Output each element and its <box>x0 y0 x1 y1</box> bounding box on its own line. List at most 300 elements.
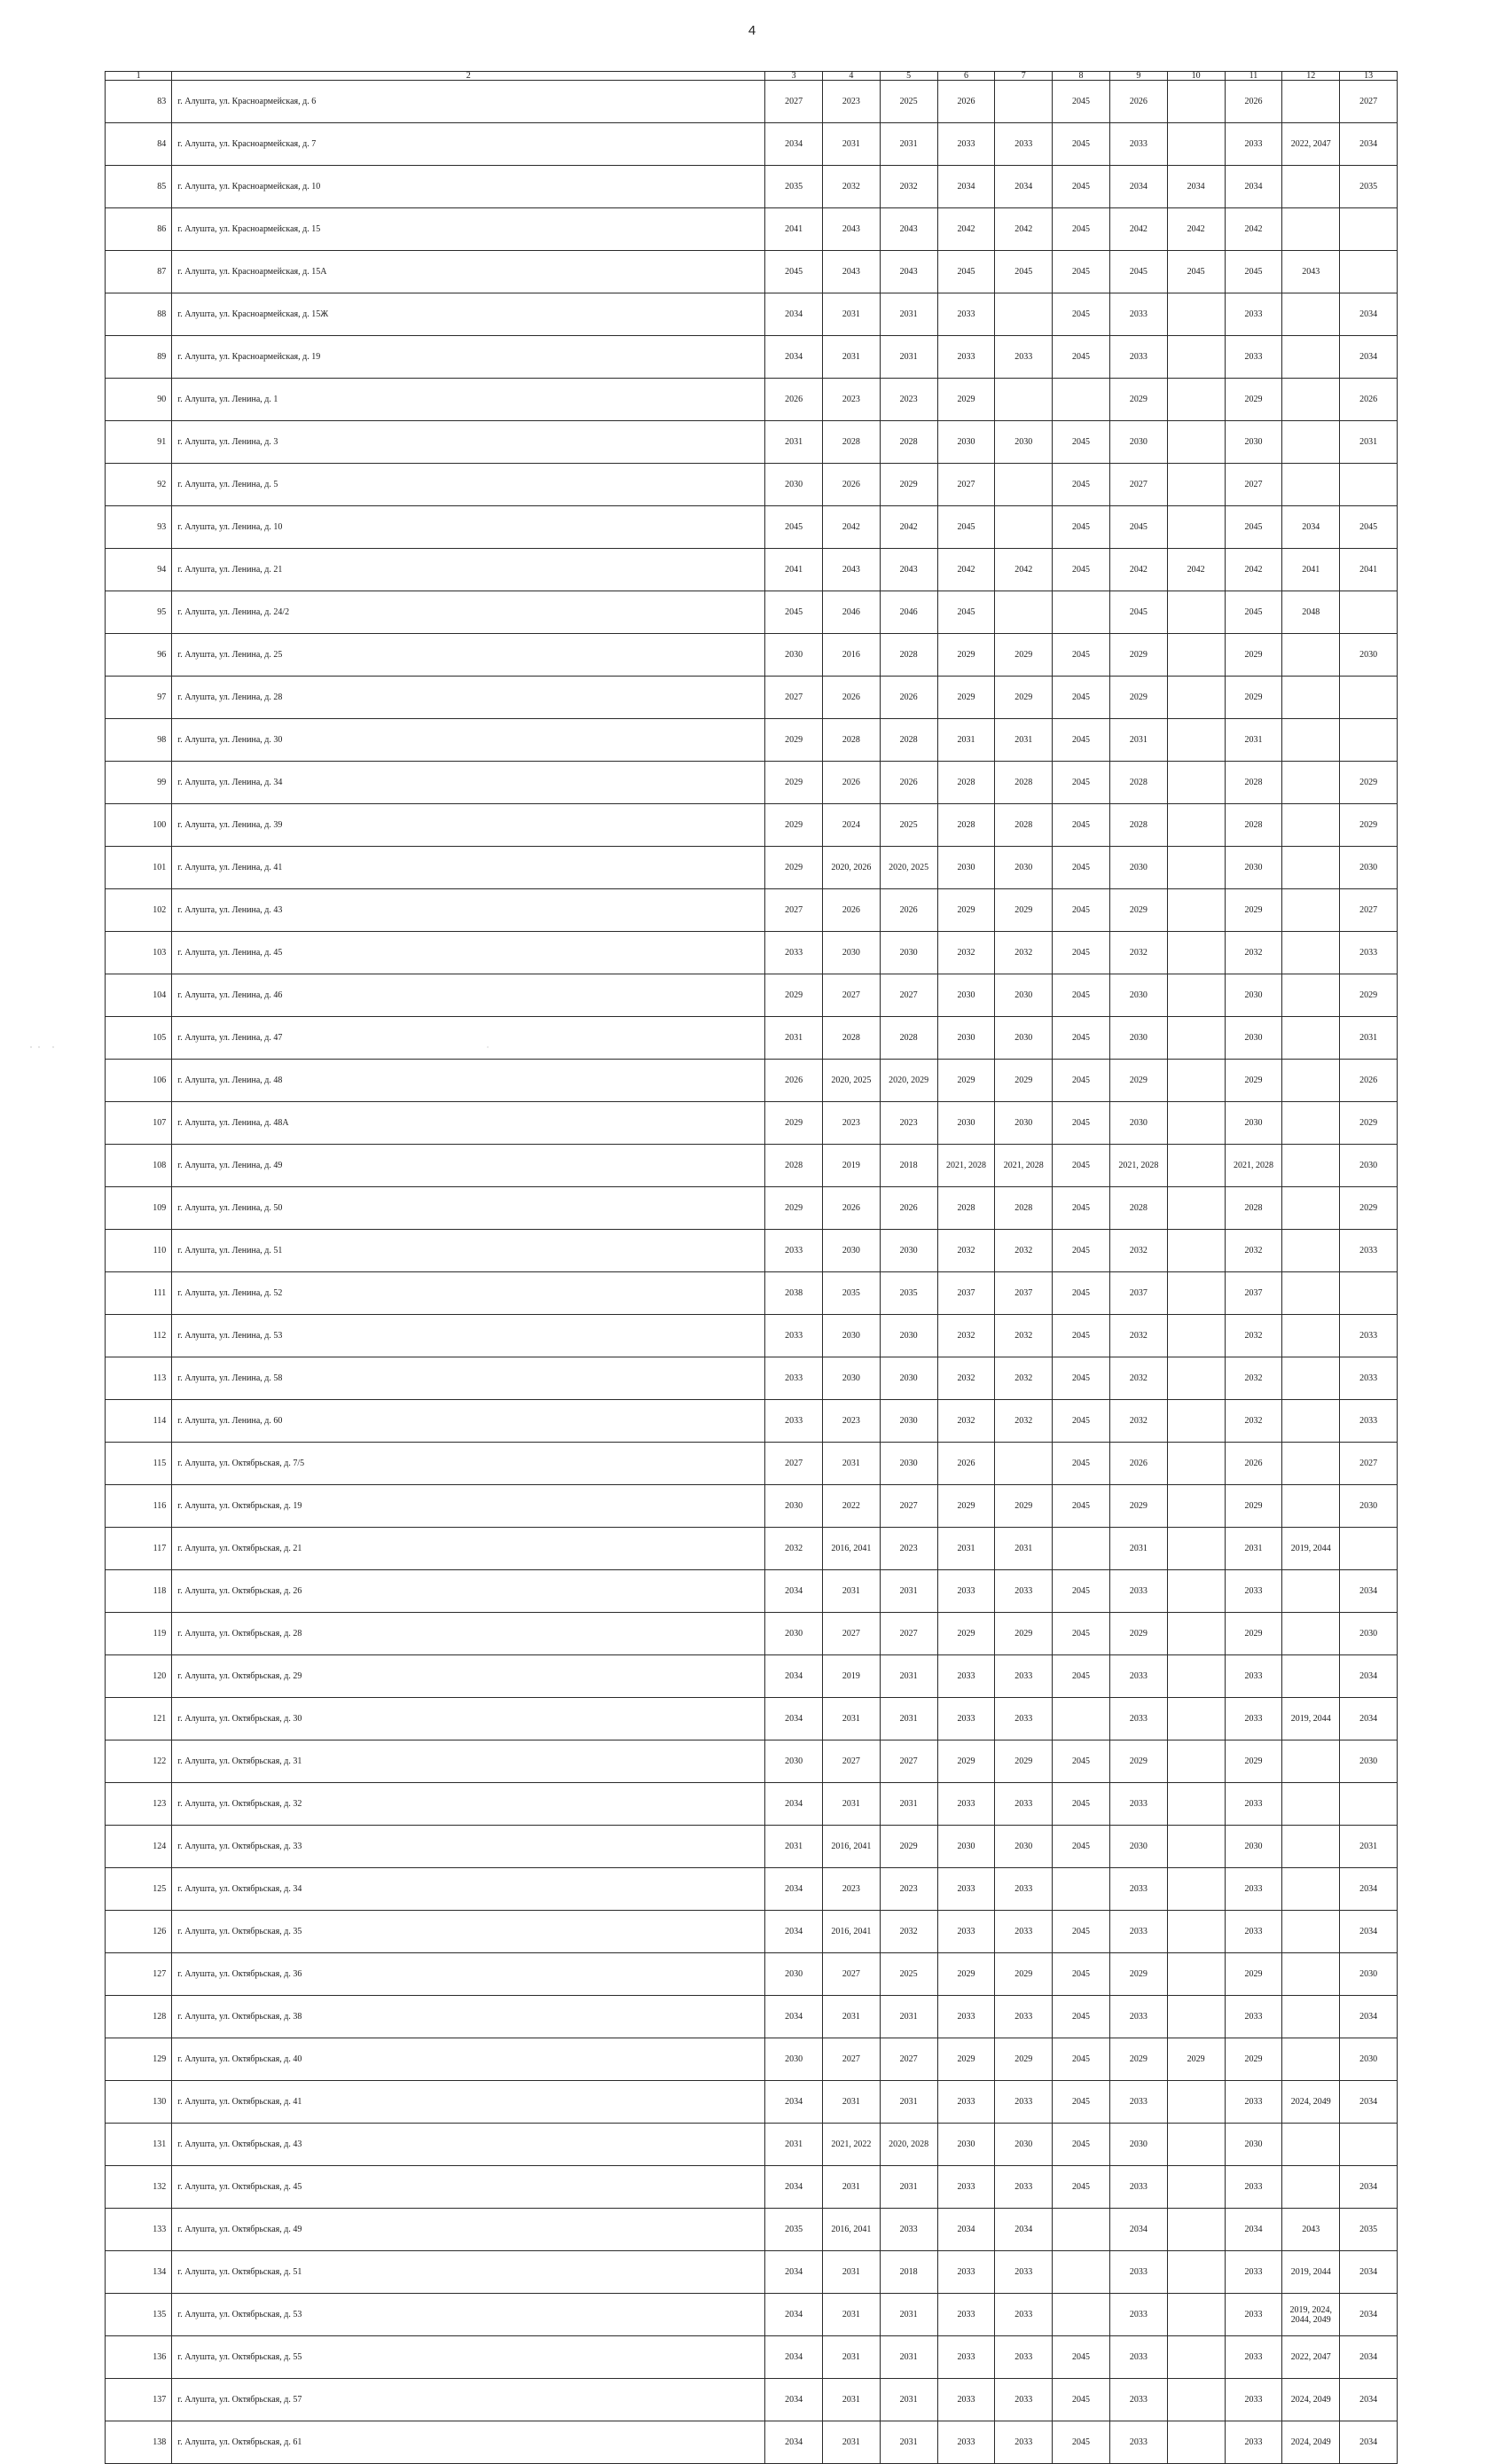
year-cell: 2030 <box>880 1443 937 1485</box>
year-cell: 2031 <box>1225 719 1282 762</box>
year-cell: 2031 <box>995 1528 1053 1570</box>
year-cell: 2025 <box>880 804 937 847</box>
year-cell: 2042 <box>822 506 880 549</box>
column-header: 11 <box>1225 72 1282 81</box>
table-row <box>106 932 1398 974</box>
year-cell: 2029 <box>1109 1485 1167 1528</box>
year-cell: 2028 <box>880 1017 937 1060</box>
address-cell: г. Алушта, ул. Октябрьская, д. 30 <box>172 1698 765 1740</box>
row-number-cell: 99 <box>106 762 172 804</box>
year-cell: 2019, 2044 <box>1282 2251 1340 2294</box>
year-cell: 2033 <box>1109 2421 1167 2464</box>
year-cell: 2031 <box>765 1826 823 1868</box>
year-cell: 2028 <box>1225 762 1282 804</box>
year-cell: 2032 <box>995 932 1053 974</box>
year-cell: 2034 <box>1340 1996 1398 2038</box>
table-row <box>106 1996 1398 2038</box>
year-cell: 2023 <box>822 1102 880 1145</box>
row-number-cell: 108 <box>106 1145 172 1187</box>
year-cell <box>1282 1783 1340 1826</box>
year-cell: 2029 <box>880 1826 937 1868</box>
year-cell <box>1167 1783 1225 1826</box>
year-cell: 2034 <box>765 2379 823 2421</box>
year-cell: 2033 <box>1109 2081 1167 2124</box>
year-cell: 2030 <box>822 932 880 974</box>
table-row <box>106 1060 1398 1102</box>
year-cell: 2034 <box>1340 2379 1398 2421</box>
year-cell: 2030 <box>995 1826 1053 1868</box>
year-cell: 2028 <box>822 719 880 762</box>
year-cell: 2030 <box>937 1017 995 1060</box>
row-number-cell: 114 <box>106 1400 172 1443</box>
row-number-cell: 103 <box>106 932 172 974</box>
year-cell: 2045 <box>765 506 823 549</box>
year-cell: 2033 <box>1340 1357 1398 1400</box>
year-cell: 2031 <box>1340 1826 1398 1868</box>
year-cell: 2023 <box>880 1528 937 1570</box>
address-cell: г. Алушта, ул. Ленина, д. 3 <box>172 421 765 464</box>
year-cell: 2045 <box>1053 1017 1110 1060</box>
year-cell: 2033 <box>937 2421 995 2464</box>
year-cell: 2027 <box>822 2038 880 2081</box>
year-cell: 2025 <box>880 81 937 123</box>
year-cell: 2045 <box>1053 1272 1110 1315</box>
row-number-cell: 119 <box>106 1613 172 1655</box>
year-cell: 2031 <box>1340 1017 1398 1060</box>
table-row <box>106 2038 1398 2081</box>
scan-specks <box>27 1046 559 1048</box>
address-cell: г. Алушта, ул. Ленина, д. 10 <box>172 506 765 549</box>
year-cell: 2032 <box>995 1357 1053 1400</box>
table-row <box>106 1400 1398 1443</box>
year-cell: 2031 <box>822 2294 880 2336</box>
row-number-cell: 101 <box>106 847 172 889</box>
year-cell <box>1167 81 1225 123</box>
year-cell: 2034 <box>765 1911 823 1953</box>
table-row <box>106 1357 1398 1400</box>
row-number-cell: 116 <box>106 1485 172 1528</box>
year-cell: 2034 <box>1340 2166 1398 2209</box>
year-cell: 2045 <box>1053 1102 1110 1145</box>
year-cell: 2045 <box>1053 1485 1110 1528</box>
address-cell: г. Алушта, ул. Октябрьская, д. 49 <box>172 2209 765 2251</box>
year-cell: 2033 <box>1225 2081 1282 2124</box>
column-header: 5 <box>880 72 937 81</box>
year-cell: 2029 <box>1109 1740 1167 1783</box>
year-cell <box>995 591 1053 634</box>
year-cell: 2043 <box>1282 251 1340 293</box>
year-cell: 2035 <box>1340 2209 1398 2251</box>
year-cell: 2045 <box>1053 1357 1110 1400</box>
address-cell: г. Алушта, ул. Ленина, д. 50 <box>172 1187 765 1230</box>
year-cell: 2033 <box>1109 293 1167 336</box>
year-cell <box>1282 1826 1340 1868</box>
year-cell: 2030 <box>765 464 823 506</box>
year-cell: 2030 <box>995 1102 1053 1145</box>
year-cell: 2041 <box>1340 549 1398 591</box>
year-cell: 2029 <box>1340 762 1398 804</box>
row-number-cell: 89 <box>106 336 172 379</box>
year-cell: 2033 <box>765 932 823 974</box>
year-cell: 2034 <box>1340 2336 1398 2379</box>
year-cell: 2034 <box>765 2251 823 2294</box>
year-cell: 2033 <box>995 2166 1053 2209</box>
year-cell: 2031 <box>880 1996 937 2038</box>
year-cell: 2032 <box>822 166 880 208</box>
year-cell <box>1167 1145 1225 1187</box>
year-cell <box>1282 1655 1340 1698</box>
address-cell: г. Алушта, ул. Красноармейская, д. 10 <box>172 166 765 208</box>
year-cell: 2031 <box>822 2336 880 2379</box>
year-cell: 2035 <box>880 1272 937 1315</box>
year-cell: 2031 <box>937 1528 995 1570</box>
year-cell <box>1167 2124 1225 2166</box>
year-cell <box>1282 932 1340 974</box>
year-cell: 2034 <box>765 1996 823 2038</box>
year-cell: 2030 <box>995 421 1053 464</box>
year-cell: 2031 <box>765 2124 823 2166</box>
year-cell: 2030 <box>1109 1102 1167 1145</box>
year-cell: 2016, 2041 <box>822 1528 880 1570</box>
year-cell <box>1282 889 1340 932</box>
address-cell: г. Алушта, ул. Октябрьская, д. 26 <box>172 1570 765 1613</box>
year-cell: 2029 <box>995 1060 1053 1102</box>
year-cell: 2026 <box>822 1187 880 1230</box>
address-cell: г. Алушта, ул. Ленина, д. 25 <box>172 634 765 677</box>
year-cell <box>1167 2209 1225 2251</box>
year-cell: 2029 <box>995 634 1053 677</box>
year-cell: 2026 <box>1225 81 1282 123</box>
year-cell: 2021, 2022 <box>822 2124 880 2166</box>
year-cell: 2028 <box>765 1145 823 1187</box>
year-cell <box>1167 421 1225 464</box>
year-cell: 2033 <box>1109 1911 1167 1953</box>
year-cell: 2045 <box>1053 336 1110 379</box>
year-cell <box>1340 1783 1398 1826</box>
row-number-cell: 128 <box>106 1996 172 2038</box>
year-cell: 2030 <box>1340 847 1398 889</box>
year-cell: 2029 <box>765 762 823 804</box>
year-cell: 2031 <box>880 1698 937 1740</box>
year-cell: 2031 <box>880 2081 937 2124</box>
column-header: 2 <box>172 72 765 81</box>
year-cell: 2034 <box>765 123 823 166</box>
year-cell <box>1167 1315 1225 1357</box>
year-cell: 2033 <box>1225 1655 1282 1698</box>
year-cell: 2032 <box>937 932 995 974</box>
address-cell: г. Алушта, ул. Ленина, д. 58 <box>172 1357 765 1400</box>
year-cell: 2042 <box>1225 208 1282 251</box>
year-cell: 2033 <box>937 2379 995 2421</box>
row-number-cell: 84 <box>106 123 172 166</box>
year-cell: 2030 <box>995 1017 1053 1060</box>
column-header: 4 <box>822 72 880 81</box>
year-cell <box>1282 464 1340 506</box>
year-cell: 2030 <box>1340 1740 1398 1783</box>
year-cell: 2043 <box>1282 2209 1340 2251</box>
year-cell: 2030 <box>1109 421 1167 464</box>
year-cell <box>1167 932 1225 974</box>
year-cell <box>1167 1528 1225 1570</box>
year-cell <box>1053 2294 1110 2336</box>
year-cell: 2029 <box>995 1953 1053 1996</box>
year-cell <box>1282 1443 1340 1485</box>
year-cell: 2033 <box>1109 1698 1167 1740</box>
address-cell: г. Алушта, ул. Красноармейская, д. 15 <box>172 208 765 251</box>
year-cell: 2032 <box>765 1528 823 1570</box>
table-row <box>106 1187 1398 1230</box>
row-number-cell: 85 <box>106 166 172 208</box>
year-cell: 2034 <box>765 2081 823 2124</box>
table-row <box>106 506 1398 549</box>
year-cell: 2043 <box>880 549 937 591</box>
year-cell: 2021, 2028 <box>1109 1145 1167 1187</box>
year-cell: 2022, 2047 <box>1282 123 1340 166</box>
year-cell: 2037 <box>937 1272 995 1315</box>
year-cell <box>1340 719 1398 762</box>
address-cell: г. Алушта, ул. Ленина, д. 24/2 <box>172 591 765 634</box>
year-cell <box>1167 1570 1225 1613</box>
table-row <box>106 1570 1398 1613</box>
year-cell <box>1167 1400 1225 1443</box>
year-cell: 2045 <box>1053 719 1110 762</box>
repair-schedule-table <box>105 71 1398 2464</box>
year-cell <box>995 1443 1053 1485</box>
year-cell: 2037 <box>1109 1272 1167 1315</box>
address-cell: г. Алушта, ул. Октябрьская, д. 21 <box>172 1528 765 1570</box>
year-cell: 2027 <box>1109 464 1167 506</box>
year-cell: 2043 <box>822 549 880 591</box>
year-cell <box>1167 1017 1225 1060</box>
year-cell: 2026 <box>1109 81 1167 123</box>
row-number-cell: 93 <box>106 506 172 549</box>
table-row <box>106 208 1398 251</box>
year-cell <box>1282 1017 1340 1060</box>
address-cell: г. Алушта, ул. Октябрьская, д. 51 <box>172 2251 765 2294</box>
row-number-cell: 138 <box>106 2421 172 2464</box>
year-cell: 2033 <box>1340 1315 1398 1357</box>
year-cell: 2034 <box>765 336 823 379</box>
address-cell: г. Алушта, ул. Красноармейская, д. 15Ж <box>172 293 765 336</box>
year-cell: 2033 <box>1109 123 1167 166</box>
year-cell <box>1282 974 1340 1017</box>
year-cell: 2033 <box>1109 1868 1167 1911</box>
year-cell <box>1282 2124 1340 2166</box>
year-cell: 2031 <box>880 2421 937 2464</box>
year-cell: 2034 <box>995 166 1053 208</box>
year-cell <box>1167 804 1225 847</box>
year-cell: 2032 <box>937 1230 995 1272</box>
row-number-cell: 118 <box>106 1570 172 1613</box>
year-cell: 2033 <box>937 1570 995 1613</box>
column-header: 3 <box>765 72 823 81</box>
year-cell: 2031 <box>765 421 823 464</box>
year-cell: 2027 <box>765 81 823 123</box>
year-cell: 2029 <box>880 464 937 506</box>
year-cell: 2045 <box>1053 2124 1110 2166</box>
year-cell: 2030 <box>765 1613 823 1655</box>
column-header: 8 <box>1053 72 1110 81</box>
year-cell: 2029 <box>937 1485 995 1528</box>
year-cell: 2028 <box>1225 804 1282 847</box>
year-cell <box>1167 677 1225 719</box>
year-cell <box>1282 1187 1340 1230</box>
year-cell: 2045 <box>1053 2038 1110 2081</box>
year-cell: 2033 <box>995 1655 1053 1698</box>
row-number-cell: 98 <box>106 719 172 762</box>
year-cell: 2029 <box>995 1740 1053 1783</box>
row-number-cell: 117 <box>106 1528 172 1570</box>
year-cell: 2031 <box>880 123 937 166</box>
year-cell <box>995 464 1053 506</box>
year-cell: 2043 <box>822 251 880 293</box>
year-cell: 2026 <box>937 1443 995 1485</box>
year-cell: 2028 <box>995 1187 1053 1230</box>
table-row <box>106 762 1398 804</box>
year-cell <box>1167 2166 1225 2209</box>
year-cell: 2030 <box>765 1485 823 1528</box>
year-cell: 2031 <box>822 293 880 336</box>
table-row <box>106 1698 1398 1740</box>
table-row <box>106 1613 1398 1655</box>
year-cell: 2045 <box>1053 506 1110 549</box>
year-cell: 2033 <box>995 1698 1053 1740</box>
year-cell: 2030 <box>1340 634 1398 677</box>
year-cell <box>1167 2251 1225 2294</box>
year-cell: 2028 <box>1109 804 1167 847</box>
address-cell: г. Алушта, ул. Октябрьская, д. 28 <box>172 1613 765 1655</box>
year-cell: 2031 <box>822 1783 880 1826</box>
year-cell: 2045 <box>1053 1911 1110 1953</box>
address-cell: г. Алушта, ул. Ленина, д. 51 <box>172 1230 765 1272</box>
year-cell: 2030 <box>1225 1102 1282 1145</box>
address-cell: г. Алушта, ул. Октябрьская, д. 40 <box>172 2038 765 2081</box>
year-cell: 2033 <box>765 1400 823 1443</box>
year-cell: 2033 <box>1109 2251 1167 2294</box>
year-cell: 2021, 2028 <box>937 1145 995 1187</box>
year-cell: 2029 <box>1109 889 1167 932</box>
address-cell: г. Алушта, ул. Октябрьская, д. 61 <box>172 2421 765 2464</box>
year-cell: 2027 <box>880 1485 937 1528</box>
year-cell: 2045 <box>995 251 1053 293</box>
address-cell: г. Алушта, ул. Октябрьская, д. 34 <box>172 1868 765 1911</box>
column-header: 6 <box>937 72 995 81</box>
year-cell: 2045 <box>1053 1783 1110 1826</box>
table-row <box>106 1017 1398 1060</box>
year-cell: 2034 <box>1340 1655 1398 1698</box>
year-cell: 2045 <box>1053 2081 1110 2124</box>
year-cell <box>1282 421 1340 464</box>
year-cell: 2027 <box>880 2038 937 2081</box>
year-cell <box>1167 1953 1225 1996</box>
table-row <box>106 634 1398 677</box>
year-cell: 2045 <box>1225 591 1282 634</box>
address-cell: г. Алушта, ул. Красноармейская, д. 15А <box>172 251 765 293</box>
year-cell: 2035 <box>1340 166 1398 208</box>
row-number-cell: 110 <box>106 1230 172 1272</box>
address-cell: г. Алушта, ул. Октябрьская, д. 38 <box>172 1996 765 2038</box>
year-cell: 2033 <box>937 2166 995 2209</box>
year-cell: 2028 <box>880 634 937 677</box>
year-cell: 2029 <box>1167 2038 1225 2081</box>
year-cell <box>1282 1570 1340 1613</box>
year-cell: 2032 <box>1225 932 1282 974</box>
year-cell: 2034 <box>1340 1911 1398 1953</box>
year-cell: 2016, 2041 <box>822 1911 880 1953</box>
year-cell: 2030 <box>995 974 1053 1017</box>
table-row <box>106 1740 1398 1783</box>
year-cell <box>1167 1272 1225 1315</box>
year-cell: 2020, 2028 <box>880 2124 937 2166</box>
year-cell <box>1282 634 1340 677</box>
address-cell: г. Алушта, ул. Ленина, д. 34 <box>172 762 765 804</box>
year-cell: 2016, 2041 <box>822 2209 880 2251</box>
year-cell: 2045 <box>1053 634 1110 677</box>
year-cell: 2029 <box>1340 1102 1398 1145</box>
year-cell: 2032 <box>937 1315 995 1357</box>
year-cell <box>1340 251 1398 293</box>
year-cell: 2028 <box>937 762 995 804</box>
year-cell: 2029 <box>1109 1613 1167 1655</box>
year-cell: 2031 <box>822 2166 880 2209</box>
year-cell <box>1282 847 1340 889</box>
row-number-cell: 111 <box>106 1272 172 1315</box>
year-cell <box>1167 2336 1225 2379</box>
year-cell <box>1053 379 1110 421</box>
year-cell <box>1282 762 1340 804</box>
year-cell: 2031 <box>822 2421 880 2464</box>
year-cell <box>1167 2421 1225 2464</box>
year-cell: 2045 <box>1340 506 1398 549</box>
year-cell: 2030 <box>937 2124 995 2166</box>
year-cell: 2029 <box>1225 677 1282 719</box>
year-cell <box>1167 464 1225 506</box>
year-cell: 2033 <box>1109 2294 1167 2336</box>
year-cell: 2038 <box>765 1272 823 1315</box>
year-cell: 2034 <box>1340 2081 1398 2124</box>
year-cell: 2045 <box>765 251 823 293</box>
year-cell <box>1167 2379 1225 2421</box>
table-row <box>106 1230 1398 1272</box>
table-row <box>106 1272 1398 1315</box>
year-cell: 2042 <box>937 549 995 591</box>
year-cell: 2045 <box>1053 1187 1110 1230</box>
year-cell: 2030 <box>765 1740 823 1783</box>
year-cell: 2031 <box>1225 1528 1282 1570</box>
address-cell: г. Алушта, ул. Ленина, д. 28 <box>172 677 765 719</box>
year-cell: 2033 <box>937 1783 995 1826</box>
year-cell <box>1282 1911 1340 1953</box>
year-cell: 2045 <box>1109 591 1167 634</box>
year-cell: 2045 <box>1109 251 1167 293</box>
table-row <box>106 2166 1398 2209</box>
year-cell: 2029 <box>1340 804 1398 847</box>
year-cell: 2018 <box>880 2251 937 2294</box>
year-cell: 2034 <box>937 2209 995 2251</box>
year-cell: 2029 <box>1109 2038 1167 2081</box>
row-number-cell: 112 <box>106 1315 172 1357</box>
year-cell <box>1167 719 1225 762</box>
year-cell: 2027 <box>880 1740 937 1783</box>
row-number-cell: 83 <box>106 81 172 123</box>
year-cell: 2045 <box>1053 251 1110 293</box>
year-cell: 2029 <box>937 1953 995 1996</box>
row-number-cell: 90 <box>106 379 172 421</box>
row-number-cell: 105 <box>106 1017 172 1060</box>
row-number-cell: 122 <box>106 1740 172 1783</box>
year-cell: 2045 <box>1225 251 1282 293</box>
year-cell: 2029 <box>995 677 1053 719</box>
